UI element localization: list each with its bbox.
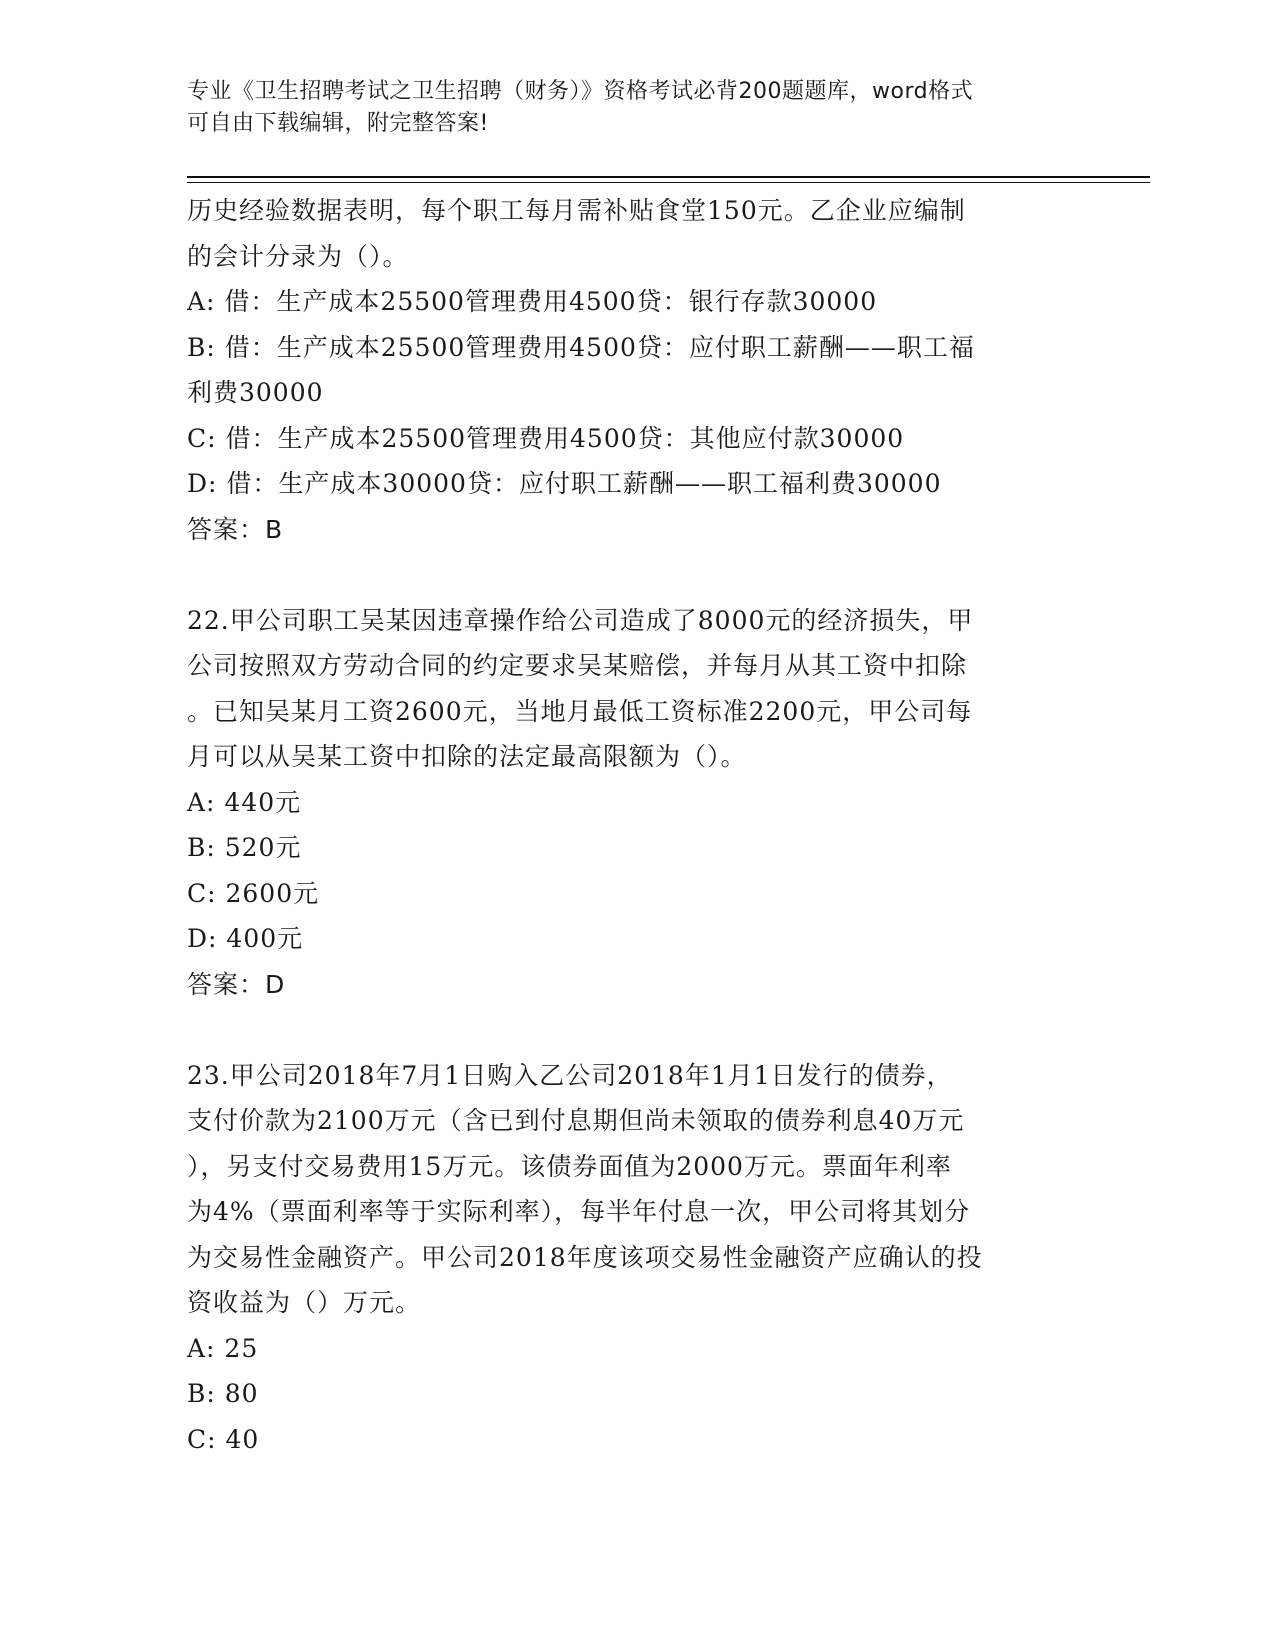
option-b-line-1: B: 借：生产成本25500管理费用4500贷：应付职工薪酬——职工福 <box>187 332 975 362</box>
question-text-line: 资收益为（）万元。 <box>187 1288 422 1317</box>
question-text-line: ），另支付交易费用15万元。该债券面值为2000万元。票面年利率 <box>187 1151 952 1181</box>
header-rule-thick <box>187 176 1150 178</box>
question-text-line: 为4%（票面利率等于实际利率），每半年付息一次，甲公司将其划分 <box>187 1197 971 1226</box>
header-line-2: 可自由下载编辑，附完整答案! <box>187 111 489 136</box>
question-23 <box>187 1053 1087 1463</box>
question-text-line: 历史经验数据表明，每个职工每月需补贴食堂150元。乙企业应编制 <box>187 196 966 225</box>
question-text-line: 的会计分录为（）。 <box>187 241 409 271</box>
option-d: D: 400元 <box>187 924 304 953</box>
question-text-line: 为交易性金融资产。甲公司2018年度该项交易性金融资产应确认的投 <box>187 1242 983 1272</box>
option-a: A: 借：生产成本25500管理费用4500贷：银行存款30000 <box>187 287 878 316</box>
question-21 <box>187 188 1087 552</box>
option-c: C: 40 <box>187 1424 260 1454</box>
question-text-line: 。已知吴某月工资2600元，当地月最低工资标准2200元，甲公司每 <box>187 696 973 726</box>
option-b: B: 520元 <box>187 833 302 862</box>
option-a: A: 25 <box>187 1333 259 1363</box>
question-spacer <box>187 1007 1087 1053</box>
document-header <box>187 76 1087 140</box>
question-spacer <box>187 552 1087 598</box>
option-a: A: 440元 <box>187 787 302 817</box>
option-d: D: 借：生产成本30000贷：应付职工薪酬——职工福利费30000 <box>187 469 942 498</box>
option-b: B: 80 <box>187 1379 259 1408</box>
header-line-1: 专业《卫生招聘考试之卫生招聘（财务）》资格考试必背200题题库，word格式 <box>187 79 974 104</box>
header-rule-thin <box>187 182 1150 183</box>
answer: 答案：B <box>187 514 284 544</box>
option-c: C: 2600元 <box>187 878 320 908</box>
option-b-line-2: 利费30000 <box>187 378 324 407</box>
question-22 <box>187 598 1087 1008</box>
answer: 答案：D <box>187 969 286 999</box>
question-text-line: 公司按照双方劳动合同的约定要求吴某赔偿，并每月从其工资中扣除 <box>187 651 968 680</box>
question-text-line: 22.甲公司职工吴某因违章操作给公司造成了8000元的经济损失，甲 <box>187 605 974 635</box>
question-text-line: 支付价款为2100万元（含已到付息期但尚未领取的债券利息40万元 <box>187 1106 965 1135</box>
question-text-line: 月可以从吴某工资中扣除的法定最高限额为（）。 <box>187 742 747 771</box>
question-text-line: 23.甲公司2018年7月1日购入乙公司2018年1月1日发行的债券， <box>187 1060 953 1090</box>
option-c: C: 借：生产成本25500管理费用4500贷：其他应付款30000 <box>187 423 905 453</box>
document-body <box>187 188 1087 1462</box>
